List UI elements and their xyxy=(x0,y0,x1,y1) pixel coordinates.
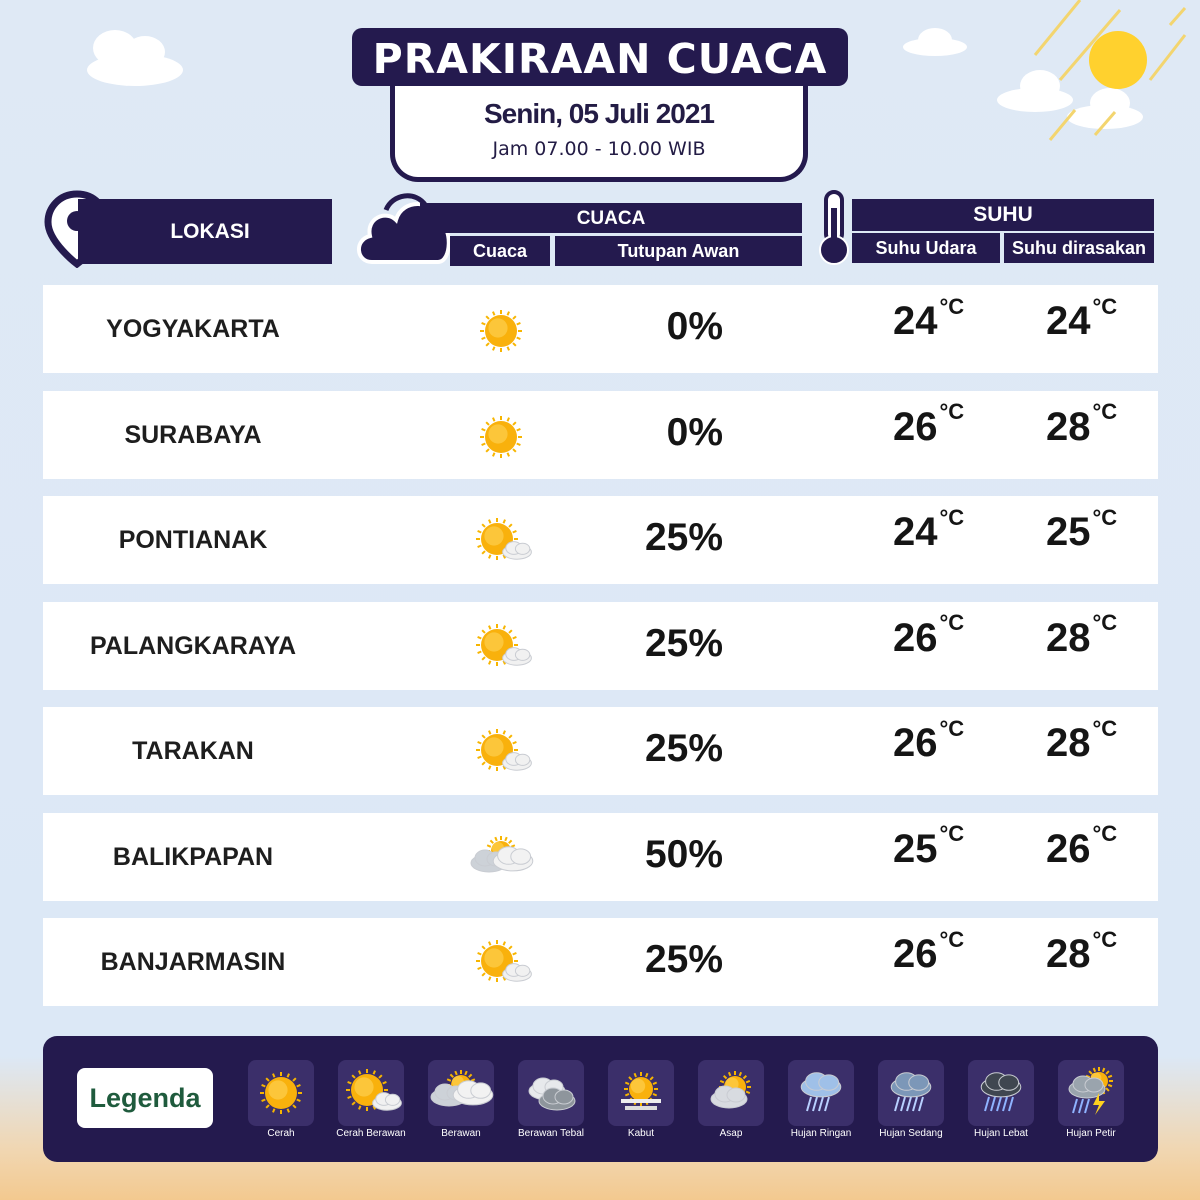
legend-panel xyxy=(43,1036,1158,1162)
feels-like-value xyxy=(1046,293,1118,344)
temperature-unit: °C xyxy=(1092,821,1118,847)
moderate-rain-icon xyxy=(878,1060,944,1126)
city-name: BANJARMASIN xyxy=(100,948,286,976)
forecast-time: Jam 07.00 - 10.00 WIB xyxy=(492,138,706,160)
temperature-number: 25 xyxy=(893,826,938,871)
header-location: LOKASI xyxy=(78,199,332,264)
sunny-icon xyxy=(453,303,549,364)
feels-like-value xyxy=(1046,399,1118,450)
light-rain-icon xyxy=(788,1060,854,1126)
header-air-temp: Suhu Udara xyxy=(852,233,1000,263)
cloudy-icon xyxy=(453,831,549,892)
legend-label: Berawan Tebal xyxy=(518,1128,584,1139)
legend-label: Hujan Sedang xyxy=(879,1128,943,1139)
legend-label: Cerah xyxy=(267,1128,295,1139)
partly-cloudy-icon xyxy=(453,514,549,575)
city-name: BALIKPAPAN xyxy=(112,842,274,871)
legend-label: Hujan Ringan xyxy=(790,1128,852,1139)
cloud-cover-value: 50% xyxy=(644,832,723,876)
city-name: TARAKAN xyxy=(132,737,254,765)
city-name: SURABAYA xyxy=(124,420,262,449)
date-panel xyxy=(390,78,808,182)
temperature-number: 28 xyxy=(1046,615,1091,660)
cloud-cover-value: 25% xyxy=(644,938,723,981)
temperature-unit: °C xyxy=(939,504,965,530)
air-temp-value xyxy=(893,293,965,344)
table-row xyxy=(43,602,1158,690)
cloudy-icon xyxy=(428,1060,494,1126)
sunny-icon xyxy=(248,1060,314,1126)
cloud-cover-value: 25% xyxy=(644,727,723,770)
feels-like-value xyxy=(1046,504,1118,555)
table-row xyxy=(43,285,1158,373)
temperature-number: 28 xyxy=(1046,721,1091,765)
temperature-unit: °C xyxy=(1092,926,1118,952)
feels-like-value xyxy=(1046,715,1118,766)
air-temp-value xyxy=(893,926,965,977)
header-weather: Cuaca xyxy=(450,236,550,266)
table-row xyxy=(43,391,1158,479)
legend-label: Kabut xyxy=(627,1128,655,1139)
temperature-unit: °C xyxy=(939,399,965,425)
air-temp-value xyxy=(893,504,965,555)
air-temp-value xyxy=(893,821,965,872)
sun-icon xyxy=(1089,31,1147,89)
page-title: PRAKIRAAN CUACA xyxy=(352,28,848,86)
sunny-icon xyxy=(453,409,549,470)
overcast-icon xyxy=(518,1060,584,1126)
cloud-cover-value: 25% xyxy=(644,516,723,559)
legend-title: Legenda xyxy=(77,1068,213,1128)
forecast-date: Senin, 05 Juli 2021 xyxy=(483,98,715,129)
temperature-unit: °C xyxy=(1092,293,1118,319)
table-row xyxy=(43,496,1158,584)
table-row xyxy=(43,707,1158,795)
partly-cloudy-icon xyxy=(453,936,549,997)
temperature-number: 24 xyxy=(893,299,938,343)
temperature-unit: °C xyxy=(939,293,965,319)
thermometer-icon xyxy=(814,188,854,268)
city-name: YOGYAKARTA xyxy=(106,315,280,343)
feels-like-value xyxy=(1046,610,1118,661)
cloud-cover-value: 0% xyxy=(666,410,723,454)
temperature-unit: °C xyxy=(1092,399,1118,425)
header-cloud-cover: Tutupan Awan xyxy=(555,236,802,266)
partly-cloudy-icon xyxy=(453,620,549,681)
air-temp-value xyxy=(893,715,965,766)
temperature-number: 26 xyxy=(893,932,938,976)
temperature-number: 26 xyxy=(893,721,938,765)
temperature-number: 26 xyxy=(1046,826,1091,871)
feels-like-value xyxy=(1046,926,1118,977)
legend-label: Hujan Lebat xyxy=(974,1128,1028,1139)
table-row xyxy=(43,918,1158,1006)
temperature-number: 25 xyxy=(1046,510,1091,554)
temperature-unit: °C xyxy=(1092,504,1118,530)
table-row xyxy=(43,813,1158,901)
temperature-unit: °C xyxy=(1092,715,1118,741)
header-weather-group: CUACA xyxy=(420,203,802,233)
temperature-unit: °C xyxy=(939,715,965,741)
feels-like-value xyxy=(1046,821,1118,872)
cloud-cover-value: 25% xyxy=(644,621,723,665)
cloud-icon xyxy=(903,28,967,56)
partly-cloudy-icon xyxy=(338,1060,404,1126)
legend-label: Asap xyxy=(719,1128,743,1139)
heavy-rain-icon xyxy=(968,1060,1034,1126)
legend-label: Hujan Petir xyxy=(1066,1128,1116,1139)
temperature-number: 28 xyxy=(1046,404,1091,449)
city-name: PALANGKARAYA xyxy=(89,631,297,660)
legend-label: Cerah Berawan xyxy=(336,1128,406,1139)
temperature-unit: °C xyxy=(939,821,965,847)
cloud-icon xyxy=(87,30,183,86)
cloud-cover-value: 0% xyxy=(666,305,723,348)
temperature-unit: °C xyxy=(939,926,965,952)
air-temp-value xyxy=(893,399,965,450)
temperature-number: 24 xyxy=(1046,299,1091,343)
temperature-number: 24 xyxy=(893,510,938,554)
header-temperature-group: SUHU xyxy=(852,199,1154,231)
temperature-unit: °C xyxy=(939,610,965,636)
temperature-number: 28 xyxy=(1046,932,1091,976)
thunderstorm-icon xyxy=(1058,1060,1124,1126)
air-temp-value xyxy=(893,610,965,661)
fog-icon xyxy=(608,1060,674,1126)
temperature-number: 26 xyxy=(893,615,938,660)
haze-icon xyxy=(698,1060,764,1126)
temperature-unit: °C xyxy=(1092,610,1118,636)
city-name: PONTIANAK xyxy=(118,526,268,554)
temperature-number: 26 xyxy=(893,404,938,449)
legend-label: Berawan xyxy=(441,1128,481,1139)
partly-cloudy-icon xyxy=(453,725,549,786)
header-feels-like: Suhu dirasakan xyxy=(1004,233,1154,263)
